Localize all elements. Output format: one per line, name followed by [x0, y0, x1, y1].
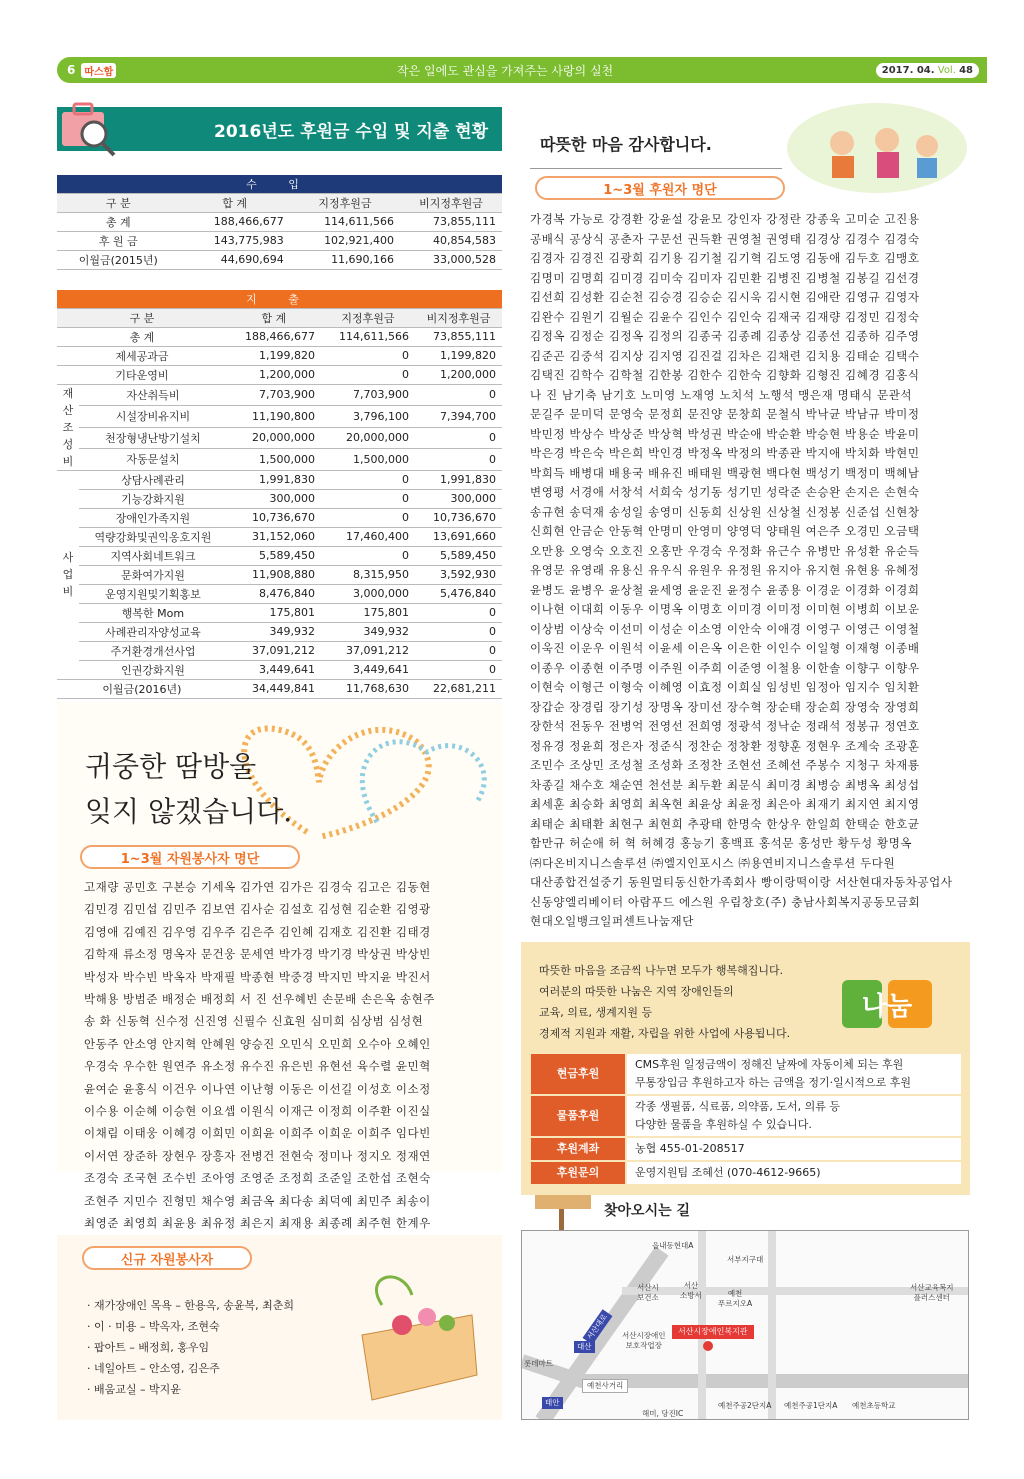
donor-pill: 1~3월 후원자 명단: [535, 176, 785, 200]
table-row: [57, 641, 502, 660]
table-cell: 제세공과금: [57, 346, 227, 365]
map-label: 롯데마트: [524, 1359, 553, 1368]
table-cell: 0: [415, 603, 502, 622]
table-row: [57, 508, 502, 527]
table-cell: 37,091,212: [227, 641, 321, 660]
table-cell: 문화여가지원: [79, 565, 227, 584]
list-item: · 팝아트 – 배정희, 홍우임: [87, 1341, 210, 1354]
list-item: 오만용 오영숙 오호진 오홍만 우경숙 우정화 유근수 유병만 유성환 유순득: [530, 543, 920, 558]
list-item: 이채림 이태웅 이혜경 이희민 이희윤 이희주 이희운 이희주 임다빈: [84, 1126, 431, 1141]
table-cell: 349,932: [227, 622, 321, 641]
col-header: 구 분: [57, 308, 227, 327]
list-item: · 이 · 미용 – 박옥자, 조현숙: [87, 1320, 220, 1333]
table-cell: 11,908,880: [227, 565, 321, 584]
table-row: 후 원 금 143,775,983 102,921,400 40,854,583: [57, 231, 502, 250]
map-label: 해미, 당진IC: [642, 1409, 684, 1418]
table-cell: 7,394,700: [415, 406, 502, 428]
list-item: 신동양엘리베이터 아람푸드 에스원 우림창호(주) 충남사회복지공동모금회: [530, 894, 921, 909]
table-cell: 11,190,800: [227, 406, 321, 428]
map-label: 서부지구대: [727, 1255, 764, 1264]
table-cell: 인권강화지원: [79, 660, 227, 679]
map-label: 예천초등학교: [852, 1401, 896, 1410]
list-item: 이상범 이상숙 이선미 이성순 이소영 이안숙 이애경 이영구 이영근 이영철: [530, 621, 920, 636]
list-item: 경제적 지원과 재활, 자립을 위한 사업에 사용됩니다.: [539, 1027, 791, 1040]
table-cell: 5,589,450: [227, 546, 321, 565]
list-item: 박은경 박은숙 박은희 박인경 박정옥 박정의 박종관 박지애 박치화 박현민: [530, 446, 920, 460]
table-cell: 0: [415, 449, 502, 471]
donation-desc: CMS후원 일정금액이 정해진 날짜에 자동이체 되는 후원 무통장입금 후원하고자 하는 금액을 정기·일시적으로 후원: [626, 1054, 961, 1095]
col-header: 지정후원금: [321, 308, 415, 327]
table-cell: 1,199,820: [415, 346, 502, 365]
list-item: 고재량 공민호 구본승 기세옥 김가연 김가은 김경숙 김고은 김동현: [84, 880, 431, 894]
table-cell: 0: [415, 427, 502, 449]
table-row: [57, 384, 502, 406]
table-cell: 10,736,670: [227, 508, 321, 527]
table-cell: 천장형냉난방기설치: [79, 427, 227, 449]
table-cell: 1,199,820: [227, 346, 321, 365]
table-row: [57, 546, 502, 565]
list-item: 최태순 최태환 최현구 최현희 추광태 한명숙 한상우 한일희 한택순 한호균: [530, 816, 920, 831]
list-item: 유영문 유영래 유용신 유우식 유원우 유정원 유지아 유지현 유현용 유혜정: [530, 563, 920, 577]
col-header: 비지정후원금: [400, 193, 502, 212]
table-cell: 22,681,211: [415, 679, 502, 698]
directions-title: 찾아오시는 길: [604, 1203, 691, 1219]
table-cell: 11,768,630: [321, 679, 415, 698]
map-label: 태안: [542, 1397, 563, 1409]
table-cell: 31,152,060: [227, 527, 321, 546]
list-item: 이나현 이대희 이동우 이명옥 이명호 이미경 이미정 이미현 이병희 이보운: [530, 602, 920, 616]
list-item: 장한석 전동우 전병억 전영선 전희영 정광석 정낙순 정래석 정봉규 정연호: [530, 719, 920, 733]
gift-box-illustration: [342, 1265, 492, 1415]
donation-desc: 운영지원팀 조혜선 (070-4612-9665): [626, 1161, 961, 1185]
table-cell: 300,000: [415, 489, 502, 508]
list-item: 이현숙 이형근 이형숙 이혜영 이효정 이희실 임성빈 임정아 임지수 임치환: [530, 680, 920, 694]
table-row: [57, 427, 502, 449]
map-label: 서산교육복지 플러스센터: [910, 1283, 954, 1302]
map-label: 예천 푸르지오A: [718, 1289, 753, 1308]
list-item: 윤병도 윤병우 윤상철 윤세영 윤운진 윤정수 윤종용 이경운 이경화 이경희: [530, 582, 920, 597]
table-cell: 0: [321, 546, 415, 565]
group-label: 재 산 조 성 비: [57, 384, 79, 470]
list-item: 나 진 남기축 남기호 노미영 노재영 노치석 노행석 맹은재 명태식 문관석: [530, 387, 913, 402]
list-item: 대산종합건설중기 동원멀티동신한가족회사 빵이랑떡이랑 서산현대자동차공업사: [530, 875, 953, 889]
table-cell: 0: [321, 346, 415, 365]
list-item: 김완수 김원기 김월순 김윤수 김인수 김인숙 김재국 김재량 김정민 김정숙: [530, 309, 920, 324]
table-cell: 총 계: [57, 327, 227, 346]
table-cell: 장애인가족지원: [79, 508, 227, 527]
map-label: 서산대로: [583, 1309, 613, 1345]
list-item: 따뜻한 마음을 조금씩 나누면 모두가 행복해집니다.: [539, 964, 784, 977]
table-cell: 1,200,000: [227, 365, 321, 384]
table-cell: 3,796,100: [321, 406, 415, 428]
donation-table: [531, 1054, 961, 1186]
table-row: [531, 1161, 961, 1185]
table-row: [57, 406, 502, 428]
list-item: 송 화 신동혁 신수정 신진영 신필수 신효원 심미희 심상범 심성현: [84, 1014, 424, 1029]
table-cell: 기능강화지원: [79, 489, 227, 508]
table-row: [57, 470, 502, 489]
donation-type: 후원문의: [531, 1161, 626, 1185]
table-cell: 3,592,930: [415, 565, 502, 584]
list-item: 김택진 김학수 김학철 김한봉 김한수 김한숙 김향화 김형진 김혜경 김홍식: [530, 368, 920, 382]
table-row: [57, 603, 502, 622]
table-cell: 20,000,000: [227, 427, 321, 449]
list-item: 함만규 허순애 허 혁 허혜경 홍능기 홍백표 홍석문 홍성만 황두성 황명옥: [530, 836, 913, 850]
list-item: 현대오일뱅크일퍼센트나눔재단: [530, 914, 694, 928]
map-label: 예천사거리: [582, 1379, 628, 1393]
table-row: [57, 622, 502, 641]
list-item: · 네일아트 – 안소영, 김은주: [87, 1362, 220, 1375]
col-header: 합 계: [227, 308, 321, 327]
list-item: 교육, 의료, 생계지원 등: [539, 1006, 653, 1019]
list-item: · 재가장애인 목욕 – 한용옥, 송윤복, 최춘희: [87, 1299, 294, 1312]
table-row: [531, 1095, 961, 1137]
col-header: 지정후원금: [290, 193, 400, 212]
table-cell: 20,000,000: [321, 427, 415, 449]
list-item: 윤여순 윤홍식 이건우 이나연 이난형 이동은 이선길 이성호 이소정: [84, 1081, 431, 1096]
table-cell: 175,801: [321, 603, 415, 622]
table-row: [57, 346, 502, 365]
group-label: 사 업 비: [57, 470, 79, 679]
table-row: [57, 449, 502, 471]
list-item: 안동주 안소영 안지혁 안혜원 양승진 오민식 오민희 오수아 오혜인: [84, 1036, 431, 1051]
list-item: 김경자 김경진 김광희 김기용 김기철 김기혁 김도영 김동애 김두호 김맹호: [530, 251, 920, 265]
donation-type: 현금후원: [531, 1054, 626, 1095]
table-row: [57, 565, 502, 584]
issue-info: 2017. 04. Vol. 48: [876, 63, 979, 78]
table-cell: 자동문설치: [79, 449, 227, 471]
list-item: 차종길 채수호 채순연 천선분 최두환 최문식 최미경 최병승 최병옥 최성섭: [530, 777, 920, 792]
donation-desc: 농협 455-01-208517: [626, 1137, 961, 1161]
income-header: 수 입: [57, 175, 502, 193]
map-label: 서산시장애인 보호작업장: [622, 1331, 666, 1350]
volunteer-pill: 1~3월 자원봉사자 명단: [80, 845, 300, 869]
table-cell: 시설장비유지비: [79, 406, 227, 428]
script-line-1: 귀중한 땀방울: [85, 750, 257, 783]
table-cell: 지역사회네트워크: [79, 546, 227, 565]
newsletter-logo: 따스함: [81, 63, 116, 78]
table-cell: 사례관리자양성교육: [79, 622, 227, 641]
list-item: 최영준 최영희 최윤용 최유정 최은지 최재용 최종례 최주현 한계우: [84, 1216, 431, 1231]
signpost-illustration: [527, 1185, 599, 1235]
list-item: 장갑순 장경림 장기성 장명옥 장미선 장수혁 장순태 장순희 장영숙 장영희: [530, 699, 920, 714]
col-header: 비지정후원금: [415, 308, 502, 327]
table-cell: 8,315,950: [321, 565, 415, 584]
list-item: 조현주 지민수 진형민 채수영 최금옥 최다송 최덕예 최민주 최송이: [84, 1193, 431, 1208]
location-map: [521, 1230, 969, 1420]
table-row: [531, 1054, 961, 1095]
page-number: 6: [67, 63, 76, 77]
page-header: [57, 57, 987, 83]
list-item: 김영애 김예진 김우영 김우주 김은주 김인혜 김재호 김진환 김태경: [84, 924, 431, 939]
table-cell: 13,691,660: [415, 527, 502, 546]
table-row: [57, 660, 502, 679]
donor-title: 따뜻한 마음 감사합니다.: [540, 135, 712, 154]
table-cell: 0: [415, 384, 502, 406]
col-header: 구 분: [57, 193, 180, 212]
table-cell: 0: [415, 641, 502, 660]
list-item: 이욱진 이운우 이원석 이윤세 이은옥 이은한 이인수 이일형 이재형 이종배: [530, 641, 920, 655]
table-cell: 3,449,641: [321, 660, 415, 679]
table-row: [57, 327, 502, 346]
table-cell: 기타운영비: [57, 365, 227, 384]
table-cell: 1,200,000: [415, 365, 502, 384]
list-item: · 배움교실 – 박지윤: [87, 1383, 181, 1396]
table-row: [57, 679, 502, 698]
table-cell: 37,091,212: [321, 641, 415, 660]
table-cell: 자산취득비: [79, 384, 227, 406]
table-cell: 1,991,830: [415, 470, 502, 489]
table-cell: 8,476,840: [227, 584, 321, 603]
finance-title: 2016년도 후원금 수입 및 지출 현황: [57, 107, 502, 151]
list-item: 이종우 이종현 이주명 이주원 이주희 이준영 이철용 이한솔 이향구 이향우: [530, 660, 920, 675]
list-item: 이수용 이순혜 이승현 이요셉 이원식 이재근 이정희 이주환 이진실: [84, 1104, 431, 1119]
map-label: 예천주공2단지A: [718, 1401, 772, 1410]
table-cell: 0: [415, 622, 502, 641]
list-item: 김선희 김성환 김순천 김승경 김승순 김시욱 김시현 김애란 김영규 김영자: [530, 290, 920, 304]
table-row: [531, 1137, 961, 1161]
list-item: ㈜다온비지니스솔루션 ㈜엘지인포시스 ㈜용연비지니스솔루션 두다원: [530, 855, 896, 870]
table-cell: 0: [321, 365, 415, 384]
list-item: 신희현 안금순 안동혁 안명미 안영미 양영덕 양태원 여은주 오경민 오금택: [530, 524, 920, 538]
table-cell: 1,500,000: [321, 449, 415, 471]
header-title: 작은 일에도 관심을 가져주는 사랑의 실천: [397, 63, 614, 78]
list-item: 박희득 배병대 배용국 배유진 배태원 백광현 백다현 백성기 백정미 백혜남: [530, 465, 920, 480]
table-cell: 0: [321, 470, 415, 489]
list-item: 조경숙 조국현 조수빈 조아영 조영준 조정희 조준일 조한섭 조현숙: [84, 1171, 431, 1186]
map-label: 서산시 보건소: [637, 1283, 659, 1302]
table-row: 총 계 188,466,677 114,611,566 73,855,111: [57, 212, 502, 231]
list-item: 정유경 정윤희 정은자 정준식 정찬순 정창환 정향훈 정현우 조계숙 조광훈: [530, 738, 920, 753]
table-cell: 7,703,900: [227, 384, 321, 406]
list-item: 조민수 조상민 조성철 조성화 조정찬 조현선 조혜선 주봉수 지청구 차재룡: [530, 758, 920, 772]
list-item: 문길주 문미덕 문영숙 문정희 문진양 문창희 문철식 박낙균 박남규 박미정: [530, 407, 920, 421]
table-cell: 0: [415, 660, 502, 679]
map-label: 서산 소방서: [680, 1281, 702, 1300]
table-cell: 73,855,111: [415, 327, 502, 346]
donation-type: 물품후원: [531, 1095, 626, 1137]
list-item: 박민정 박상수 박상준 박상혁 박성권 박순애 박순환 박승현 박용순 박윤미: [530, 426, 920, 441]
divider: [530, 168, 782, 169]
donation-intro: [539, 960, 790, 1044]
list-item: 공배식 공상식 공춘자 구문선 권득환 권영철 권영태 김경상 김경수 김경숙: [530, 231, 920, 246]
table-cell: 188,466,677: [227, 327, 321, 346]
table-cell: 0: [321, 508, 415, 527]
table-cell: 0: [321, 489, 415, 508]
table-cell: 10,736,670: [415, 508, 502, 527]
list-item: 우경숙 우수한 원연주 유소정 유수진 유은빈 유현선 육수렬 윤민혁: [84, 1059, 431, 1074]
list-item: 최세훈 최승화 최영희 최옥현 최윤상 최윤정 최은아 최재기 최지연 최지영: [530, 797, 920, 811]
table-row: [57, 584, 502, 603]
map-label-center: 서산시장애인복지관: [672, 1325, 754, 1339]
table-cell: 300,000: [227, 489, 321, 508]
volunteer-list: [84, 876, 435, 1257]
table-cell: 행복한 Mom: [79, 603, 227, 622]
table-cell: 3,449,641: [227, 660, 321, 679]
list-item: 송규현 송덕재 송성일 송영미 신동희 신상원 신상철 신정봉 신준섭 신현창: [530, 504, 920, 519]
family-illustration: [777, 88, 972, 198]
table-row: 이월금(2015년) 44,690,694 11,690,166 33,000,528: [57, 250, 502, 269]
new-volunteer-list: [87, 1295, 294, 1400]
table-cell: 17,460,400: [321, 527, 415, 546]
expense-table: [57, 290, 502, 699]
nanum-logo: [834, 960, 946, 1040]
table-row: [57, 489, 502, 508]
list-item: 김준곤 김중석 김지상 김지영 김진걸 김차은 김채련 김치용 김태순 김택수: [530, 348, 920, 363]
table-cell: 운영지원및기획홍보: [79, 584, 227, 603]
donation-type: 후원계좌: [531, 1137, 626, 1161]
table-cell: 5,476,840: [415, 584, 502, 603]
table-cell: 역량강화및권익옹호지원: [79, 527, 227, 546]
expense-header: 지 출: [57, 290, 502, 308]
list-item: 가경복 가능로 강경환 강윤설 강윤모 강인자 강정란 강종욱 고미순 고진용: [530, 212, 920, 226]
income-table: [57, 175, 502, 270]
table-cell: 175,801: [227, 603, 321, 622]
list-item: 김민경 김민섭 김민주 김보연 김사순 김설호 김성현 김순환 김영광: [84, 902, 431, 917]
list-item: 김학재 류소정 명옥자 문건웅 문세연 박가경 박기경 박상권 박상빈: [84, 947, 431, 962]
list-item: 박성자 박수빈 박옥자 박재필 박종현 박중경 박지민 박지윤 박진서: [84, 969, 431, 984]
map-label: 예천주공1단지A: [784, 1401, 838, 1410]
map-label: 읍내동현대A: [652, 1241, 694, 1250]
list-item: 변영평 서경애 서창석 서희숙 성기동 성기민 성락준 손승완 손지은 손현숙: [530, 485, 920, 499]
table-cell: 이월금(2016년): [57, 679, 227, 698]
table-cell: 상담사례관리: [79, 470, 227, 489]
table-cell: 1,991,830: [227, 470, 321, 489]
table-cell: 1,500,000: [227, 449, 321, 471]
table-cell: 3,000,000: [321, 584, 415, 603]
donor-list: [530, 210, 953, 932]
script-line-2: 잊지 않겠습니다.: [85, 795, 293, 828]
table-cell: 114,611,566: [321, 327, 415, 346]
table-cell: 7,703,900: [321, 384, 415, 406]
table-cell: 5,589,450: [415, 546, 502, 565]
map-label: 대산: [574, 1341, 595, 1353]
list-item: 여러분의 따뜻한 나눔은 지역 장애인들의: [539, 985, 734, 998]
table-cell: 349,932: [321, 622, 415, 641]
svg-text:나눔: 나눔: [861, 992, 913, 1022]
donation-desc: 각종 생필품, 식료품, 의약품, 도서, 의류 등 다양한 물품을 후원하실 수 있습니다.: [626, 1095, 961, 1137]
col-header: 합 계: [180, 193, 290, 212]
table-row: [57, 527, 502, 546]
list-item: 김명미 김명희 김미경 김미숙 김미자 김민환 김병진 김병철 김봉길 김선경: [530, 270, 920, 285]
new-volunteer-section: [57, 1235, 502, 1420]
list-item: 이서연 장준하 장현우 장흥자 전병건 전현숙 정미나 정지오 정재연: [84, 1148, 431, 1163]
new-volunteer-pill: 신규 자원봉사자: [82, 1246, 252, 1270]
table-cell: 34,449,841: [227, 679, 321, 698]
table-row: [57, 365, 502, 384]
list-item: 박해용 방범준 배정순 배정희 서 진 선우혜빈 손문배 손은옥 송현주: [84, 992, 435, 1007]
magnifier-bag-icon: [58, 100, 118, 158]
list-item: 김정옥 김정순 김정옥 김정의 김종국 김종례 김종상 김종선 김종하 김주영: [530, 329, 920, 343]
table-cell: 주거환경개선사업: [79, 641, 227, 660]
